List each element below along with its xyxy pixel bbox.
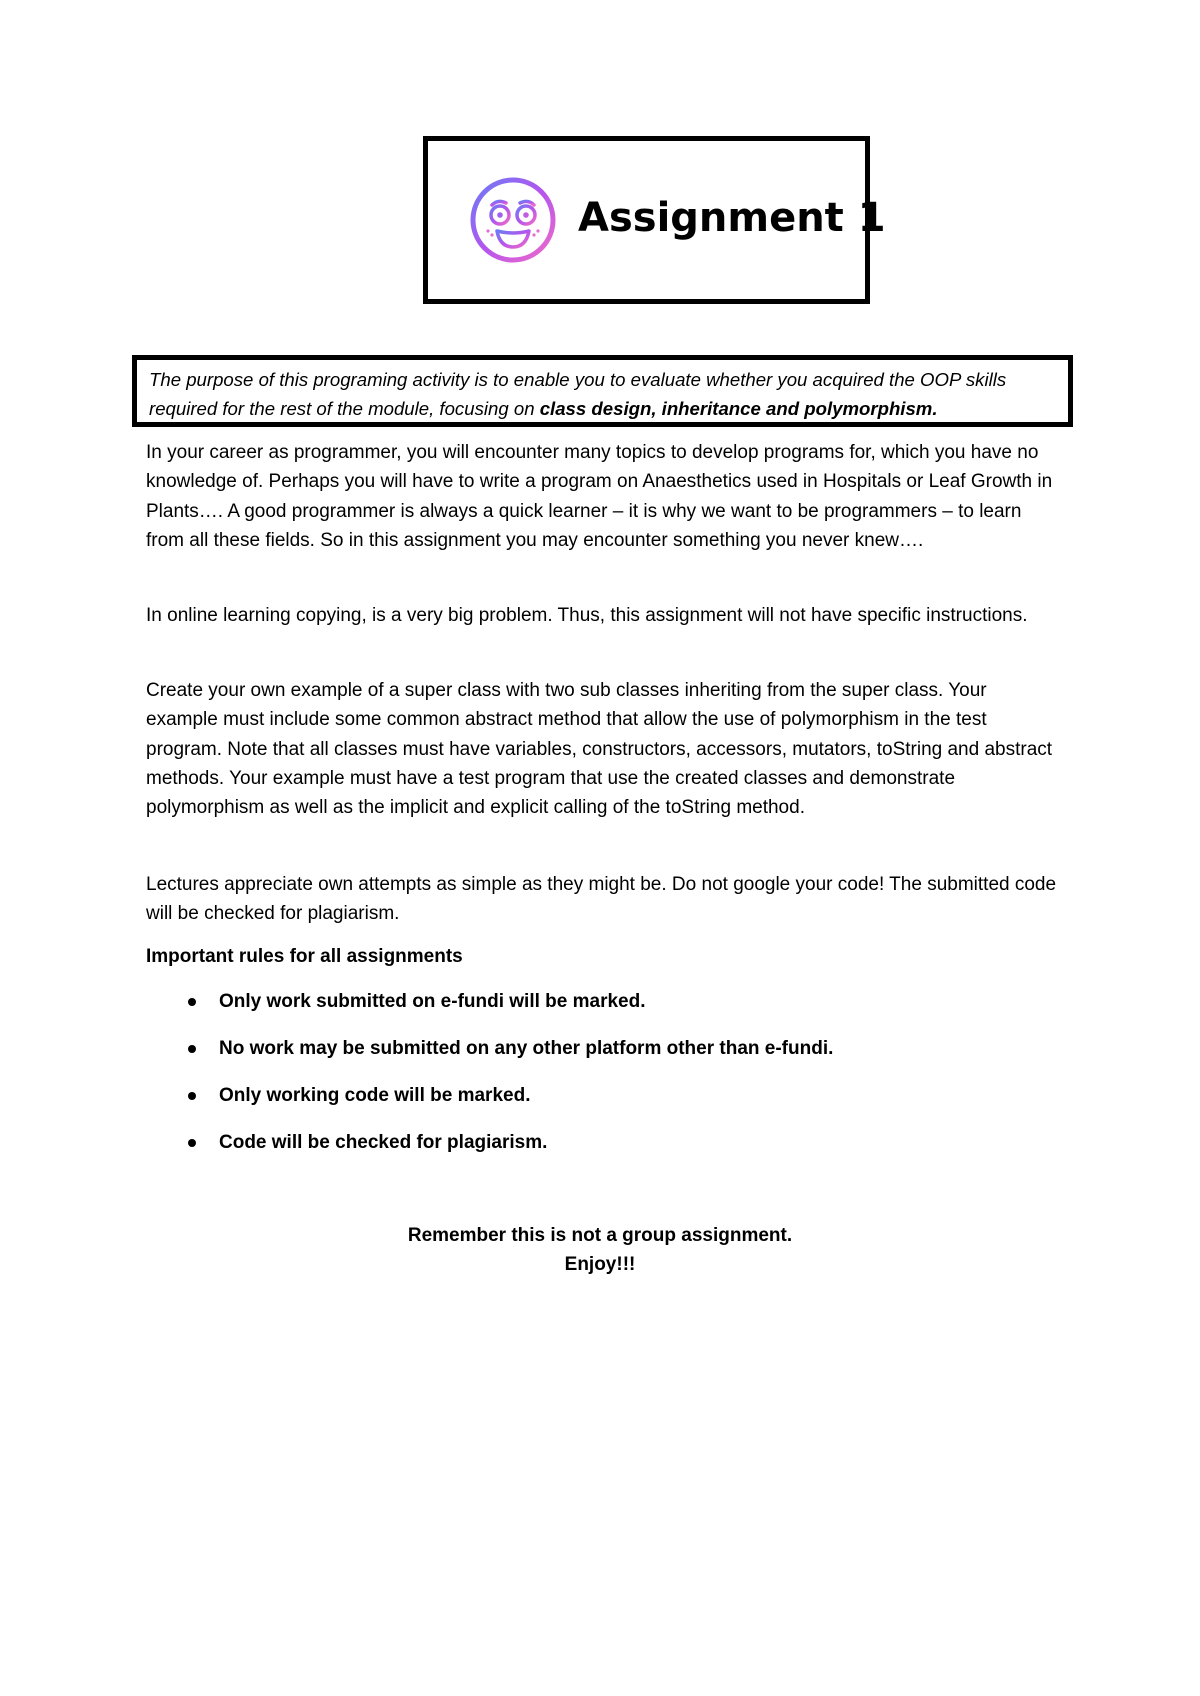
assignment-title: Assignment 1 — [578, 195, 886, 241]
closing-reminder: Remember this is not a group assignment. — [407, 1225, 793, 1246]
nerd-face-icon — [468, 175, 558, 265]
rules-heading: Important rules for all assignments — [146, 946, 463, 967]
paragraph-copying: In online learning copying, is a very big problem. Thus, this assignment will not have specific instructions. — [146, 605, 1028, 626]
list-item — [146, 1034, 1046, 1081]
bullet-icon — [188, 1092, 196, 1100]
bullet-icon — [188, 998, 196, 1006]
purpose-focus-topics: class design, inheritance and polymorphism. — [539, 398, 938, 419]
list-item — [146, 1081, 1046, 1128]
paragraph-plagiarism: Lectures appreciate own attempts as simple as they might be. Do not google your code! The submitted code will be checked for plagiarism. — [146, 874, 1057, 925]
paragraph-career: In your career as programmer, you will encounter many topics to develop programs for, which you have no knowledge of. Perhaps you will have to write a program on Anaesthetics used in Hospitals or Leaf Growth in Plants…. A good programmer is always a quick learner – it is why we want to be programmers – to learn from all these fields. So in this assignment you may encounter something you never knew…. — [146, 442, 1053, 551]
rule-text: Only work submitted on e-fundi will be marked. — [219, 991, 646, 1012]
closing-enjoy: Enjoy!!! — [564, 1254, 636, 1275]
rule-text: Only working code will be marked. — [219, 1085, 531, 1106]
paragraph-instructions: Create your own example of a super class with two sub classes inheriting from the super class. Your example must include some common abstract method that allow the use of polymorphism in the test program. Note that all classes must have variables, constructors, accessors, mutators, toString and abstract methods. Your example must have a test program that use the created classes and demonstrate polymorphism as well as the implicit and explicit calling of the toString method. — [146, 680, 1053, 819]
purpose-text: The purpose of this programing activity is to enable you to evaluate whether you acquired the OOP skills required for the rest of the module, focusing on — [149, 369, 1007, 419]
list-item — [146, 1128, 1046, 1175]
title-box — [423, 136, 886, 304]
rule-text: Code will be checked for plagiarism. — [219, 1132, 548, 1153]
list-item — [146, 987, 1046, 1034]
bullet-icon — [188, 1045, 196, 1053]
bullet-icon — [188, 1139, 196, 1147]
rules-list — [146, 987, 1046, 1175]
purpose-statement-box — [132, 355, 1073, 427]
rule-text: No work may be submitted on any other platform other than e-fundi. — [219, 1038, 834, 1059]
